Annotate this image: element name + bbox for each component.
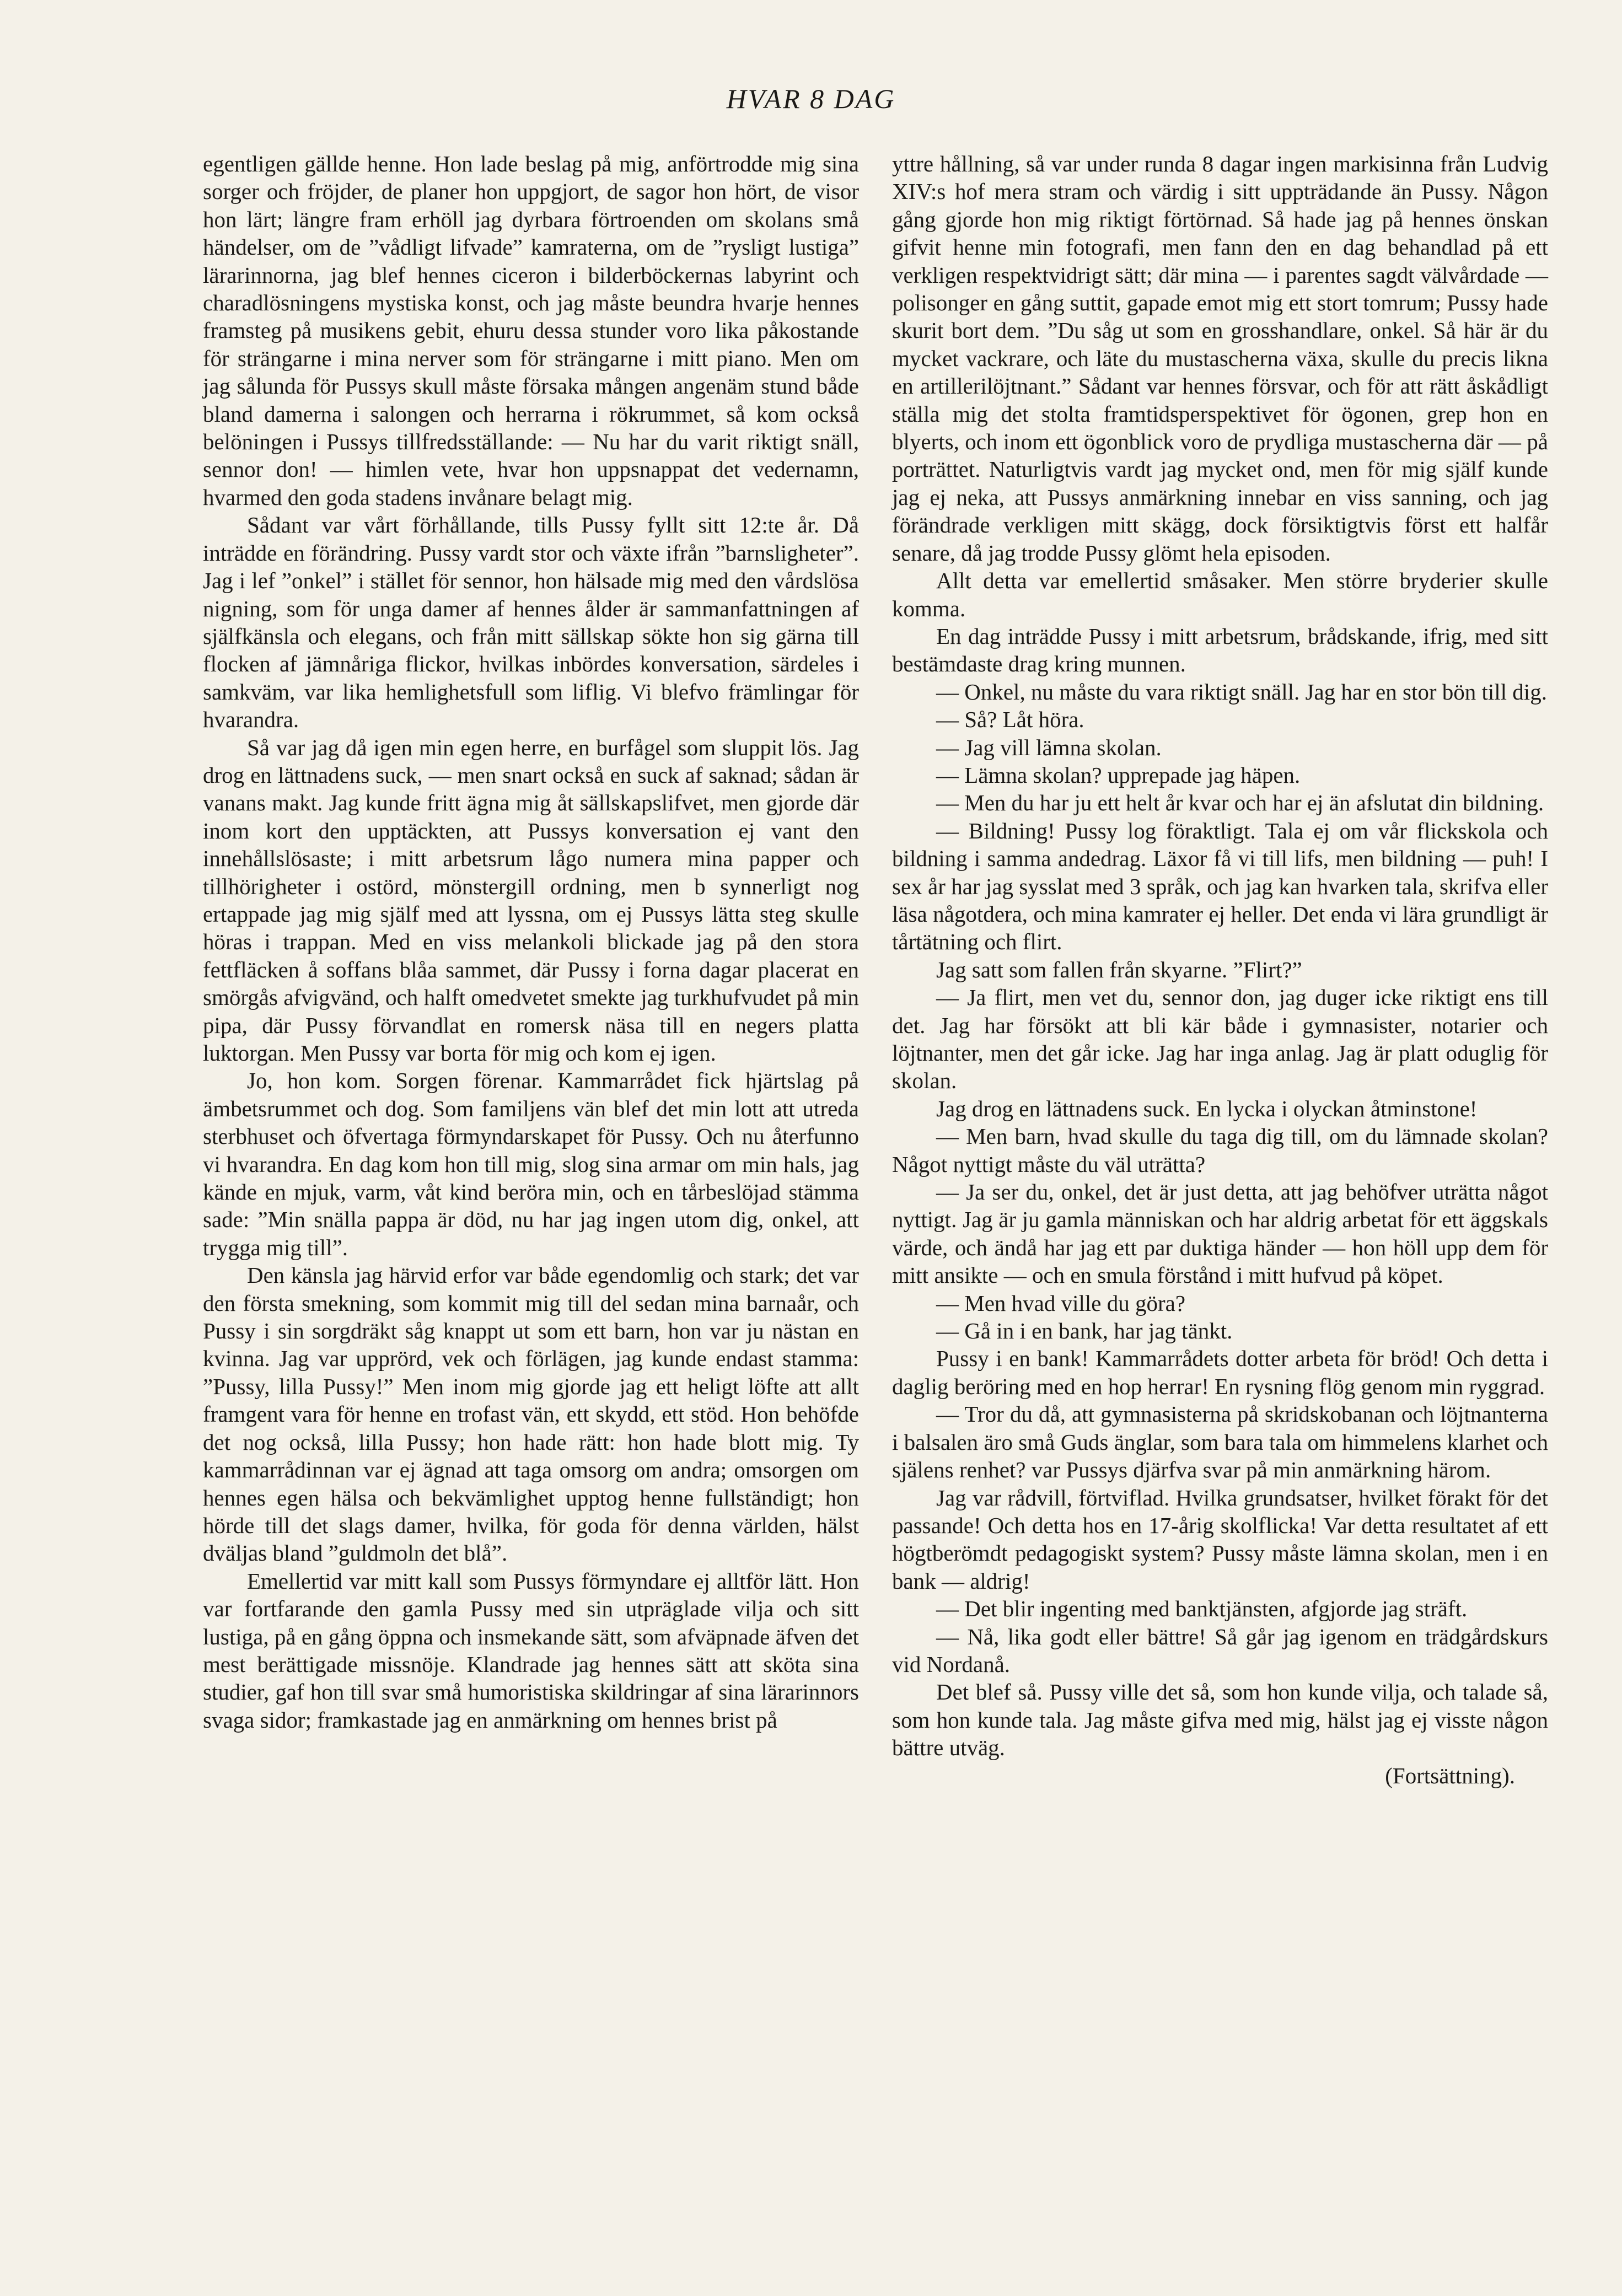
paragraph: — Jag vill lämna skolan. — [936, 734, 1162, 760]
running-title: HVAR 8 DAG — [726, 83, 896, 114]
paragraph: Emellertid var mitt kall som Pussys förmyndare ej alltför lätt. Hon var fortfarande den gamla Pussy med sin utpräglade vilja och sitt lustiga, på en gång öppna och insmekande sätt, som afväpnade äfven det mest berättigade missnöje. Klandrade jag hennes sätt att sköta sina studier, gaf hon till svar små humoristiska skildringar af sina lärarinnors svaga sidor; framkastade jag en anmärkning om hennes brist på — [203, 1568, 859, 1733]
paragraph: — Men hvad ville du göra? — [936, 1290, 1186, 1316]
paragraph: — Tror du då, att gymnasisterna på skridskobanan och löjtnanterna i balsalen äro små Guds änglar, som bara tala om himmelens klarhet och själens renhet? var Pussys djärfva svar på min anmärkning härom. — [892, 1401, 1548, 1483]
paragraph: — Det blir ingenting med banktjänsten, afgjorde jag sträft. — [936, 1596, 1468, 1622]
paragraph: Jag drog en lättnadens suck. En lycka i olyckan åtminstone! — [936, 1095, 1478, 1121]
paragraph: En dag inträdde Pussy i mitt arbetsrum, brådskande, ifrig, med sitt bestämdaste drag kring munnen. — [892, 623, 1548, 677]
paragraph: — Men du har ju ett helt år kvar och har ej än afslutat din bildning. — [936, 790, 1544, 816]
paragraph: — Onkel, nu måste du vara riktigt snäll. Jag har en stor bön till dig. — [936, 679, 1547, 705]
continuation-note: (Fortsättning). — [1385, 1762, 1515, 1788]
paragraph: Jag satt som fallen från skyarne. ”Flirt?” — [936, 956, 1302, 982]
paragraph: Jo, hon kom. Sorgen förenar. Kammarrådet fick hjärtslag på ämbetsrummet och dog. Som familjens vän blef det min lott att utreda sterbhuset och öfvertaga förmyndarskapet för Pussy. Och nu återfunno vi hvarandra. En dag kom hon till mig, slog sina armar om min hals, jag kände en mjuk, varm, våt kind beröra min, och en tårbeslöjad stämma sade: ”Min snälla pappa är död, nu har jag ingen utom dig, onkel, att trygga mig till”. — [203, 1068, 859, 1260]
paragraph: Så var jag då igen min egen herre, en burfågel som sluppit lös. Jag drog en lättnadens suck, — men snart också en suck af saknad; sådan är vanans makt. Jag kunde fritt ägna mig åt sällskapslifvet, men gjorde där inom kort den upptäckten, att Pussys konversation ej vant den innehållslösaste; i mitt arbetsrum lågo numera mina papper och tillhörigheter i ostörd, mönstergill ordning, men b synnerligt nog ertappade jag mig själf med att lyssna, om ej Pussys lätta steg skulle höras i trappan. Med en viss melankoli blickade jag på den stora fettfläcken å soffans blåa sammet, där Pussy i forna dagar placerat en smörgås afvigvänd, och halft omedvetet smekte jag turkhufvudet på min pipa, där Pussy förvandlat en romersk näsa till en negers platta luktorgan. Men Pussy var borta för mig och kom ej igen. — [203, 734, 859, 1066]
paragraph: — Ja flirt, men vet du, sennor don, jag duger icke riktigt ens till det. Jag har försökt att bli kär både i gymnasister, notarier och löjtnanter, men det går icke. Jag har inga anlag. Jag är platt oduglig för skolan. — [892, 985, 1548, 1094]
paragraph: Sådant var vårt förhållande, tills Pussy fyllt sitt 12:te år. Då inträdde en förändring. Pussy vardt stor och växte ifrån ”barnsligheter”. Jag i lef ”onkel” i stället för sennor, hon hälsade mig med den vårdslösa nigning, som för unga damer af hennes ålder är sammanfattningen af själfkänsla och elegans, och från mitt sällskap sökte hon sig gärna till flocken af jämnåriga flickor, hvilkas inbördes konversation, särdeles i samkväm, var lika hemlighetsfull som liflig. Vi blefvo främlingar för hvarandra. — [203, 512, 859, 733]
left-column — [203, 150, 859, 1734]
right-column — [892, 150, 1548, 1789]
paragraph: — Lämna skolan? upprepade jag häpen. — [936, 762, 1301, 788]
paragraph: yttre hållning, så var under runda 8 dagar ingen markisinna från Ludvig XIV:s hof mera stram och värdig i sitt uppträdande än Pussy. Någon gång gjorde hon mig riktigt förtörnad. Så hade jag på hennes önskan gifvit henne min fotografi, men fann den en dag behandlad på ett verkligen respektvidrigt sätt; där mina — i parentes sagdt välvårdade — polisonger en gång suttit, gapade emot mig ett stort tomrum; Pussy hade skurit bort dem. ”Du såg ut som en grosshandlare, onkel. Så här är du mycket vackrare, och läte du mustascherna växa, skulle du precis likna en artillerilöjtnant.” Sådant var hennes försvar, och för att rätt åskådligt ställa mig det stolta framtidsperspektivet för ögonen, grep hon en blyerts, och inom ett ögonblick voro de prydliga mustascherna där — på porträttet. Naturligtvis vardt jag mycket ond, men för mig själf kunde jag ej neka, att Pussys anmärkning innebar en viss sanning, och jag förändrade verkligen mitt skägg, dock försiktigtvis först ett halfår senare, då jag trodde Pussy glömt hela episoden. — [892, 151, 1548, 566]
paragraph: — Gå in i en bank, har jag tänkt. — [936, 1318, 1233, 1344]
paragraph: Den känsla jag härvid erfor var både egendomlig och stark; det var den första smekning, som kommit mig till del sedan mina barnaår, och Pussy i sin sorgdräkt såg knappt ut som ett barn, hon var ju nästan en kvinna. Jag var upprörd, vek och förlägen, jag kunde endast stamma: ”Pussy, lilla Pussy!” Men inom mig gjorde jag ett heligt löfte att allt framgent vara för henne en trofast vän, ett skydd, ett stöd. Hon behöfde det nog också, lilla Pussy; hon hade rätt: hon hade blott mig. Ty kammarrådinnan var ej ägnad att taga omsorg om andra; omsorgen om hennes egen hälsa och bekvämlighet upptog henne fullständigt; hon hörde till det slags damer, hvilka, för goda för denna världen, hälst dväljas bland ”guldmoln det blå”. — [203, 1262, 859, 1566]
paragraph: Jag var rådvill, förtviflad. Hvilka grundsatser, hvilket förakt för det passande! Och detta hos en 17-årig skolflicka! Var detta resultatet af ett högtberömdt pedagogiskt system? Pussy måste lämna skolan, men i en bank — aldrig! — [892, 1485, 1548, 1594]
paragraph: — Så? Låt höra. — [936, 707, 1084, 733]
paragraph: — Ja ser du, onkel, det är just detta, att jag behöfver uträtta något nyttigt. Jag är ju gamla människan och har aldrig arbetat för ett äggskals värde, och ändå har jag ett par duktiga händer — hon höll upp dem för mitt ansikte — och en smula förstånd i mitt hufvud på köpet. — [892, 1179, 1548, 1288]
paragraph: — Bildning! Pussy log föraktligt. Tala ej om vår flickskola och bildning i samma andedrag. Läxor få vi till lifs, men bildning — puh! I sex år har jag sysslat med 3 språk, och jag kan hvarken tala, skrifva eller läsa någotdera, och mina kamrater ej heller. Det enda vi lära grundligt är tårtätning och flirt. — [892, 818, 1548, 955]
paragraph: Pussy i en bank! Kammarrådets dotter arbeta för bröd! Och detta i daglig beröring med en hop herrar! En rysning flög genom min ryggrad. — [892, 1346, 1548, 1399]
paragraph: Det blef så. Pussy ville det så, som hon kunde vilja, och talade så, som hon kunde tala. Jag måste gifva med mig, hälst jag ej visste någon bättre utväg. — [892, 1679, 1548, 1761]
paragraph: Allt detta var emellertid småsaker. Men större bryderier skulle komma. — [892, 568, 1548, 621]
paragraph: — Nå, lika godt eller bättre! Så går jag igenom en trädgårdskurs vid Nordanå. — [892, 1623, 1548, 1677]
paragraph: — Men barn, hvad skulle du taga dig till, om du lämnade skolan? Något nyttigt måste du väl uträtta? — [892, 1123, 1548, 1177]
paragraph: egentligen gällde henne. Hon lade beslag på mig, anförtrodde mig sina sorger och fröjder, de planer hon uppgjort, de sagor hon hört, de visor hon lärt; längre fram erhöll jag dyrbara förtroenden om skolans små händelser, om de ”vådligt lifvade” kamraterna, om de ”rysligt lustiga” lärarinnorna, jag blef hennes ciceron i bilderböckernas labyrint och charadlösningens mystiska konst, och jag måste beundra hvarje hennes framsteg på musikens gebit, ehuru dessa stunder voro lika påkostande för strängarne i mina nerver som för strängarne i mitt piano. Men om jag sålunda för Pussys skull måste försaka mången angenäm stund både bland damerna i salongen och herrarna i rökrummet, så kom också belöningen i Pussys tillfredsställande: — Nu har du varit riktigt snäll, sennor don! — himlen vete, hvar hon uppsnappat det vedernamn, hvarmed den goda stadens invånare belagt mig. — [203, 151, 859, 510]
